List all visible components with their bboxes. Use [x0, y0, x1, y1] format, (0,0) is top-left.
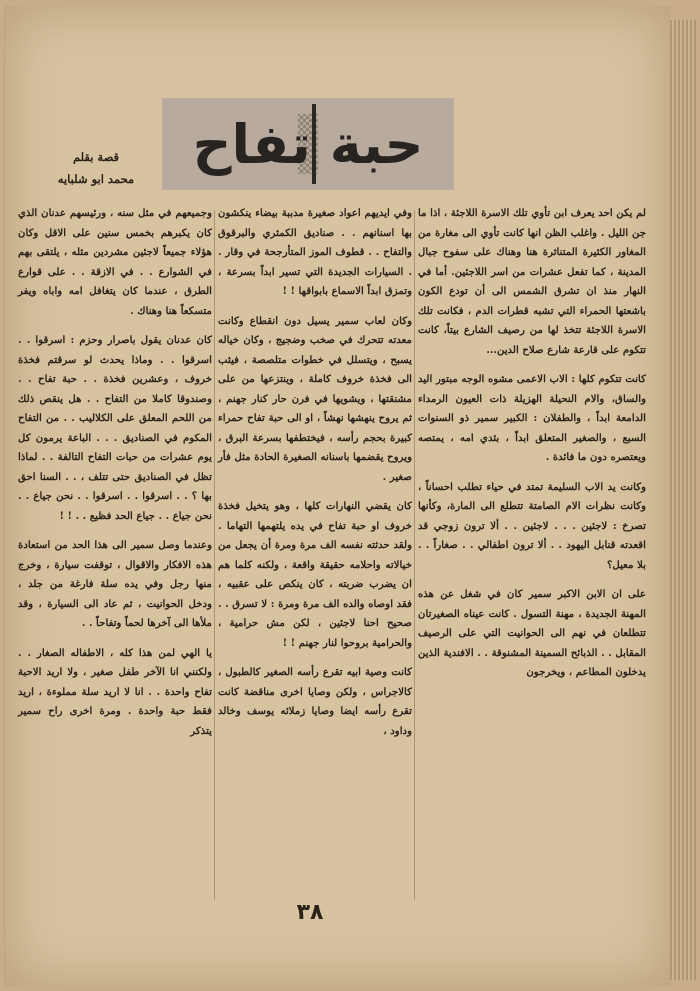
column-divider-right	[414, 210, 415, 900]
column-divider-left	[214, 210, 215, 900]
byline-label: قصة بقلم	[72, 150, 120, 164]
paragraph: كانت تتكوم كلها : الاب الاعمى مشوه الوجه مبتور اليد والساق، والام النحيلة الهزيلة ذات العيون الرمداء الدامعة ابداً ، والطفلان : الكبير سمير ذو السنوات السبع ، والصغير المتعلق ابداً ، بثدي امه ، يمتصه ويعتصره دون ما فائدة .	[418, 373, 646, 463]
title-banner	[162, 98, 454, 190]
paragraph: وجميعهم في مثل سنه ، ورئيسهم عدنان الذي كان يكبرهم بخمس سنين على الاقل وكان هؤلاء جميعاً لاجئين مشردين مثله ، يلتقى بهم في الشوارع . . في الازقة . . على قوارع الطرق ، عندما كان يتغافل امه واباه ويفر متسكعاً هنا وهناك .	[18, 207, 212, 317]
paragraph: على ان الابن الاكبر سمير كان في شغل عن هذه المهنة الجديدة ، مهنة التسول . كانت عيناه الصغيرتان تتطلعان في نهم الى الحوانيت التي على الرصيف المقابل . . الذبائح السمينة المشنوقة . . الافندية الذين يدخلون المطاعم ، ويخرجون	[418, 588, 646, 678]
page-number: ٣٨	[296, 900, 324, 925]
byline	[50, 146, 142, 190]
paragraph: كان يقضي النهارات كلها ، وهو يتخيل فخذة خروف او حبة تفاح في يده يلتهمها التهاما . ولقد حدثته نفسه الف مرة ومرة أن يجعل من خيالاته واحلامه حقيقة واقعة ، ولكنه كلما هم ان يضرب ضربته ، كان ينكص على عقبيه ، فقد اوصاه والده الف مرة ومرة : لا تسرق . . صحيح احنا لاجئين ، لكن مش حرامية ، والحرامية بروحوا لنار جهنم ! !	[218, 500, 412, 649]
paragraph: وكان لعاب سمير يسيل دون انقطاع وكانت معدته تتحرك في صخب وضجيج ، وكان خياله يسبح ، ويتسلل في خطوات متلصصة ، فيثب الى فخذة خروف كاملة ، وينتزعها من على مشنقتها ، ويشويها في فرن حار كنار جهنم ، ثم يروح ينهشها نهشاً ، او الى حبة تفاح حمراء كبيرة بحجم رأسه ، فيختطفها بسرعة البرق ، ويروح يقضمها باسنانه الصغيرة الحادة مثل فأر صغير .	[218, 314, 412, 483]
story-title: حبة تفاح	[192, 112, 424, 176]
column-left	[18, 204, 212, 751]
paragraph: كانت وصية ابيه تقرع رأسه الصغير كالطبول ، كالاجراس ، ولكن وصايا اخرى مناقضة كانت تقرع رأسه ايضا وصايا زملائه يوسف وخالد وداود ،	[218, 666, 412, 737]
paragraph: لم يكن احد يعرف ابن تأوي تلك الاسرة اللاجئة ، اذا ما جن الليل . واغلب الظن انها كانت تأوي الى مغارة من المغاور الكثيرة المتناثرة هنا وهناك على سفوح جبال المدينة ، كما تفعل عشرات من اسر اللاجئين. أما في النهار منذ ان تشرق الشمس الى أن تودع الكون باشعتها الحمراء التي تشبه قطرات الدم ، فكانت تلك الاسرة اللاجئة تتخذ لها من رصيف الشارع بيتاً، كانت تتكوم على قارعة شارع صلاح الدين...	[418, 207, 646, 356]
byline-author: محمد ابو شلبايه	[57, 172, 135, 186]
column-middle	[218, 204, 412, 751]
paragraph: وكانت يد الاب السليمة تمتد في حياء تطلب احساناً ، وكانت نظرات الام الصامتة تتطلع الى المارة، وكأنها تصرخ : لاجئين . . . لاجئين . . ألا ترون زوجي قد اقعدته قنابل اليهود . . ألا ترون اطفالي . . صغاراً . . بلا معيل؟	[418, 480, 646, 571]
paragraph: كان عدنان يقول باصرار وحزم : اسرقوا . . اسرقوا . . وماذا يحدث لو سرقتم فخذة خروف ، وعشرين فخذة . . حبة تفاح . . وصندوقا كاملا من التفاح . . هل ينقص ذلك من اللحم المعلق على الكلاليب . . من التفاح المكوم في الصناديق . . . الباعة يرمون كل يوم عشرات من حبات التفاح التالفة . . لماذا تظل في الصناديق حتى تتلف ، . . السنا احق بها ؟ . . اسرقوا . . اسرقوا . . نحن جياع . . نحن جياع . . جياع الحد فظيع . . ! !	[18, 334, 212, 522]
paragraph: يا الهي لمن هذا كله ، الاطفاله الصغار . . ولكنني انا الآخر طفل صغير ، ولا اريد الاحبة تفاح واحدة . . انا لا اريد سلة مملوءة ، اريد فقط حبة واحدة . ومرة اخرى راح سمير يتذكر	[18, 646, 212, 737]
paragraph: وفي ايديهم اعواد صغيرة مدببة بيضاء ينكشون بها اسنانهم . . صناديق الكمثري والبرقوق والتفاح . . قطوف الموز المتأرجحة في وقار . . السيارات الجديدة التي تسير ابداً بسرعة ، وتمزق ابداً الاسماع بابواقها ! !	[218, 207, 412, 297]
page-edge	[670, 20, 696, 980]
column-right	[418, 204, 646, 693]
paragraph: وعندما وصل سمير الى هذا الحد من استعادة هذه الافكار والاقوال ، توقفت سيارة ، وخرج منها رجل وفي يده سلة فارغة من جلد ، ودخل الحوانيت ، ثم عاد الى السيارة ، وقد ملأها الى آخرها لحماً وتفاحاً . .	[18, 539, 212, 629]
